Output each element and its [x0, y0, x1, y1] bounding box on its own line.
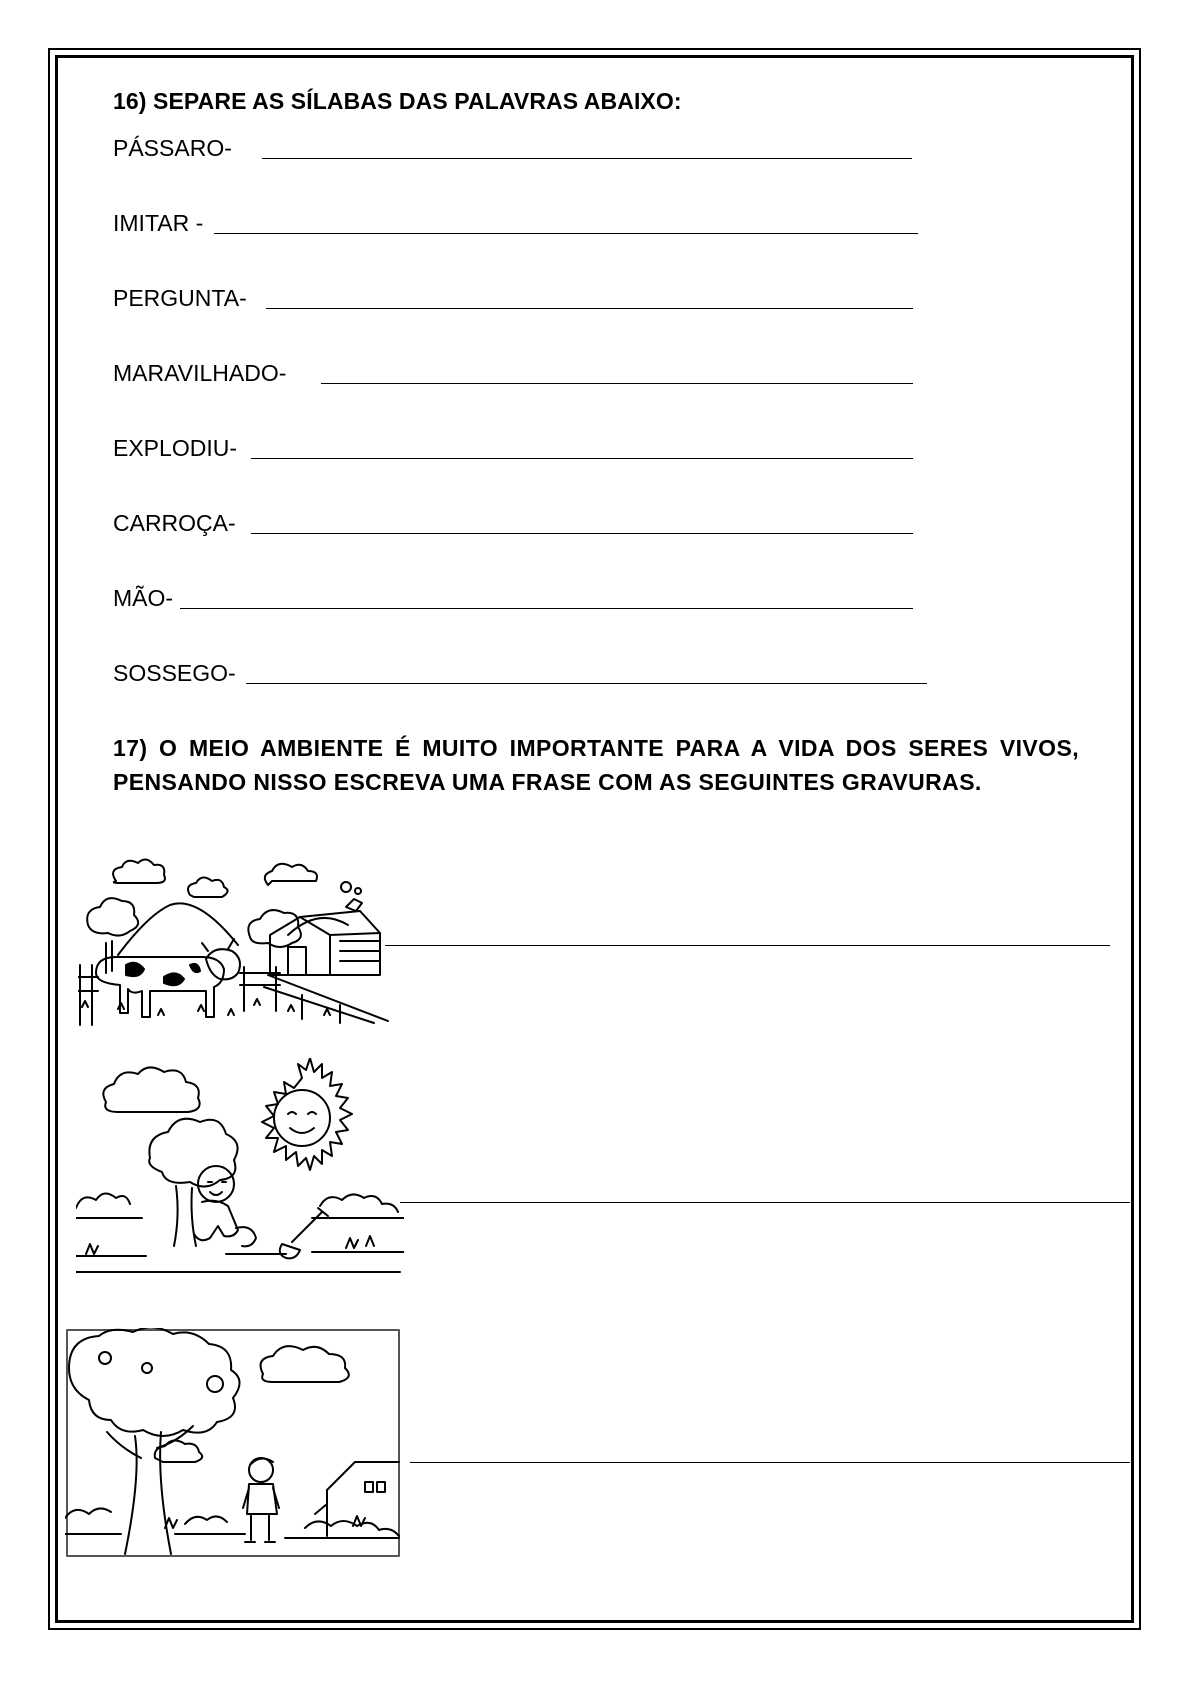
answer-line[interactable]	[251, 533, 913, 534]
word-item	[113, 435, 237, 462]
boy-under-tree-house-illustration	[65, 1328, 401, 1558]
word-label: MARAVILHADO-	[113, 360, 287, 386]
word-item	[113, 510, 236, 537]
word-item	[113, 135, 232, 162]
answer-line[interactable]	[410, 1462, 1130, 1463]
word-label: PÁSSARO-	[113, 135, 232, 161]
word-item	[113, 210, 203, 237]
question-17-title: 17) O MEIO AMBIENTE É MUITO IMPORTANTE PARA A VIDA DOS SERES VIVOS, PENSANDO NISSO ESCREVA UMA FRASE COM AS SEGUINTES GRAVURAS.	[113, 735, 1079, 795]
word-label: SOSSEGO-	[113, 660, 236, 686]
answer-line[interactable]	[385, 945, 1110, 946]
word-item	[113, 360, 286, 387]
answer-line[interactable]	[400, 1202, 1130, 1203]
word-label: PERGUNTA-	[113, 285, 247, 311]
answer-line[interactable]	[266, 308, 913, 309]
word-label: EXPLODIU-	[113, 435, 237, 461]
answer-line[interactable]	[180, 608, 913, 609]
answer-line[interactable]	[321, 383, 913, 384]
farm-cow-barn-illustration	[78, 855, 396, 1027]
answer-line[interactable]	[246, 683, 927, 684]
boy-planting-tree-sun-illustration	[76, 1058, 404, 1278]
answer-line[interactable]	[214, 233, 918, 234]
answer-line[interactable]	[262, 158, 912, 159]
word-label: IMITAR -	[113, 210, 204, 236]
question-16-title: 16) SEPARE AS SÍLABAS DAS PALAVRAS ABAIXO:	[113, 88, 682, 114]
word-label: MÃO-	[113, 585, 174, 611]
word-label: CARROÇA-	[113, 510, 236, 536]
word-item	[113, 585, 173, 612]
word-item	[113, 660, 236, 687]
word-item	[113, 285, 247, 312]
answer-line[interactable]	[251, 458, 913, 459]
